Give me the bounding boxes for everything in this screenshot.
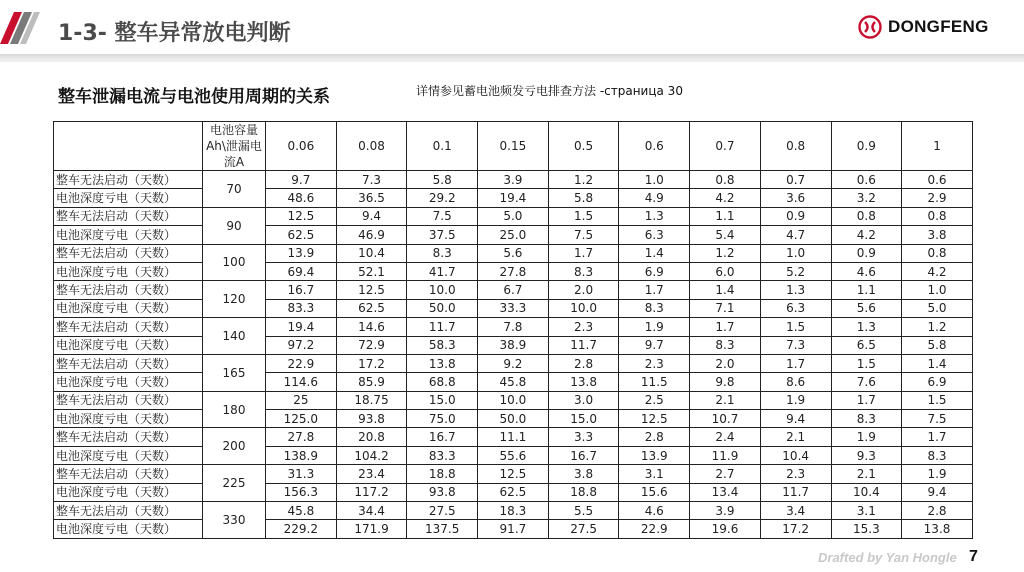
row-label-no-start: 整车无法启动（天数） [54,428,203,446]
value-cell: 10.4 [831,483,902,501]
value-cell: 19.6 [690,520,761,538]
value-cell: 83.3 [266,299,337,317]
value-cell: 5.2 [760,262,831,280]
value-cell: 1.9 [619,318,690,336]
value-cell: 20.8 [336,428,407,446]
value-cell: 3.4 [760,502,831,520]
header-capacity-current-label: 电池容量Ah\泄漏电流A [203,122,266,171]
row-label-no-start: 整车无法启动（天数） [54,502,203,520]
value-cell: 10.4 [760,446,831,464]
row-label-no-start: 整车无法启动（天数） [54,171,203,189]
value-cell: 93.8 [336,410,407,428]
value-cell: 22.9 [266,354,337,372]
row-label-deep-discharge: 电池深度亏电（天数） [54,520,203,538]
value-cell: 2.0 [690,354,761,372]
value-cell: 27.5 [407,502,478,520]
value-cell: 7.3 [336,171,407,189]
value-cell: 2.8 [902,502,973,520]
dongfeng-logo [858,14,1014,40]
value-cell: 4.7 [760,226,831,244]
value-cell: 22.9 [619,520,690,538]
row-label-no-start: 整车无法启动（天数） [54,465,203,483]
value-cell: 16.7 [407,428,478,446]
header-current-cell: 0.08 [336,122,407,171]
value-cell: 27.8 [478,262,549,280]
value-cell: 156.3 [266,483,337,501]
table-row [54,465,973,483]
value-cell: 1.4 [902,354,973,372]
value-cell: 1.0 [902,281,973,299]
value-cell: 9.2 [478,354,549,372]
value-cell: 11.7 [760,483,831,501]
value-cell: 3.8 [902,226,973,244]
row-label-deep-discharge: 电池深度亏电（天数） [54,336,203,354]
table-row [54,207,973,225]
value-cell: 58.3 [407,336,478,354]
value-cell: 0.6 [902,171,973,189]
value-cell: 1.0 [619,171,690,189]
value-cell: 9.4 [902,483,973,501]
value-cell: 3.1 [619,465,690,483]
value-cell: 138.9 [266,446,337,464]
value-cell: 1.7 [548,244,619,262]
row-label-no-start: 整车无法启动（天数） [54,391,203,409]
table-row [54,373,973,391]
value-cell: 11.1 [478,428,549,446]
capacity-cell: 100 [203,244,266,281]
value-cell: 3.8 [548,465,619,483]
value-cell: 69.4 [266,262,337,280]
row-label-deep-discharge: 电池深度亏电（天数） [54,446,203,464]
value-cell: 14.6 [336,318,407,336]
value-cell: 1.9 [902,465,973,483]
capacity-cell: 330 [203,502,266,539]
value-cell: 6.3 [619,226,690,244]
value-cell: 1.7 [619,281,690,299]
value-cell: 48.6 [266,189,337,207]
header-divider [0,54,1024,62]
value-cell: 6.3 [760,299,831,317]
value-cell: 1.3 [619,207,690,225]
row-label-no-start: 整车无法启动（天数） [54,354,203,372]
value-cell: 1.9 [831,428,902,446]
value-cell: 9.8 [690,373,761,391]
value-cell: 0.8 [902,207,973,225]
value-cell: 0.9 [831,244,902,262]
value-cell: 72.9 [336,336,407,354]
value-cell: 6.9 [902,373,973,391]
value-cell: 50.0 [407,299,478,317]
capacity-cell: 140 [203,318,266,355]
value-cell: 5.0 [478,207,549,225]
value-cell: 16.7 [548,446,619,464]
value-cell: 10.0 [548,299,619,317]
table-row [54,410,973,428]
value-cell: 12.5 [619,410,690,428]
header-current-cell: 0.06 [266,122,337,171]
value-cell: 0.8 [690,171,761,189]
value-cell: 5.8 [548,189,619,207]
value-cell: 3.6 [760,189,831,207]
value-cell: 10.7 [690,410,761,428]
value-cell: 75.0 [407,410,478,428]
capacity-cell: 200 [203,428,266,465]
value-cell: 6.0 [690,262,761,280]
value-cell: 27.8 [266,428,337,446]
value-cell: 10.0 [407,281,478,299]
value-cell: 15.0 [548,410,619,428]
value-cell: 8.3 [902,446,973,464]
slide-title: 1-3- 整车异常放电判断 [58,21,291,46]
value-cell: 9.4 [336,207,407,225]
table-row [54,428,973,446]
table-row [54,281,973,299]
reference-note: 详情参见蓄电池频发亏电排查方法 -страница 30 [416,84,683,98]
value-cell: 1.1 [690,207,761,225]
header-current-cell: 0.5 [548,122,619,171]
value-cell: 23.4 [336,465,407,483]
value-cell: 13.8 [548,373,619,391]
value-cell: 1.2 [690,244,761,262]
value-cell: 45.8 [266,502,337,520]
value-cell: 1.0 [760,244,831,262]
value-cell: 9.7 [619,336,690,354]
row-label-no-start: 整车无法启动（天数） [54,281,203,299]
value-cell: 25 [266,391,337,409]
value-cell: 1.4 [619,244,690,262]
value-cell: 0.8 [902,244,973,262]
table-row [54,520,973,538]
value-cell: 8.3 [831,410,902,428]
row-label-deep-discharge: 电池深度亏电（天数） [54,410,203,428]
value-cell: 52.1 [336,262,407,280]
table-row [54,336,973,354]
value-cell: 3.2 [831,189,902,207]
value-cell: 38.9 [478,336,549,354]
value-cell: 1.5 [548,207,619,225]
value-cell: 1.5 [831,354,902,372]
value-cell: 4.6 [831,262,902,280]
value-cell: 34.4 [336,502,407,520]
capacity-cell: 180 [203,391,266,428]
value-cell: 125.0 [266,410,337,428]
value-cell: 68.8 [407,373,478,391]
row-label-no-start: 整车无法启动（天数） [54,207,203,225]
value-cell: 9.7 [266,171,337,189]
value-cell: 33.3 [478,299,549,317]
value-cell: 5.6 [478,244,549,262]
table-row [54,226,973,244]
value-cell: 2.1 [760,428,831,446]
table-row [54,502,973,520]
capacity-cell: 70 [203,171,266,208]
value-cell: 1.1 [831,281,902,299]
row-label-deep-discharge: 电池深度亏电（天数） [54,483,203,501]
row-label-no-start: 整车无法启动（天数） [54,318,203,336]
value-cell: 17.2 [760,520,831,538]
value-cell: 45.8 [478,373,549,391]
value-cell: 2.3 [619,354,690,372]
value-cell: 1.3 [831,318,902,336]
leakage-table [53,121,973,539]
row-label-deep-discharge: 电池深度亏电（天数） [54,226,203,244]
value-cell: 4.6 [619,502,690,520]
value-cell: 17.2 [336,354,407,372]
value-cell: 4.2 [831,226,902,244]
value-cell: 117.2 [336,483,407,501]
value-cell: 29.2 [407,189,478,207]
header-current-cell: 0.7 [690,122,761,171]
value-cell: 36.5 [336,189,407,207]
value-cell: 5.5 [548,502,619,520]
capacity-cell: 90 [203,207,266,244]
decorative-slashes-icon [0,12,42,44]
value-cell: 10.0 [478,391,549,409]
value-cell: 12.5 [266,207,337,225]
value-cell: 13.8 [407,354,478,372]
value-cell: 62.5 [478,483,549,501]
value-cell: 55.6 [478,446,549,464]
row-label-deep-discharge: 电池深度亏电（天数） [54,262,203,280]
drafted-by: Drafted by Yan Hongle [818,550,957,565]
value-cell: 2.1 [831,465,902,483]
value-cell: 137.5 [407,520,478,538]
value-cell: 2.9 [902,189,973,207]
value-cell: 2.0 [548,281,619,299]
value-cell: 25.0 [478,226,549,244]
value-cell: 3.3 [548,428,619,446]
value-cell: 13.4 [690,483,761,501]
value-cell: 12.5 [336,281,407,299]
value-cell: 7.5 [407,207,478,225]
value-cell: 2.7 [690,465,761,483]
value-cell: 11.7 [407,318,478,336]
value-cell: 62.5 [336,299,407,317]
value-cell: 97.2 [266,336,337,354]
value-cell: 83.3 [407,446,478,464]
value-cell: 0.6 [831,171,902,189]
value-cell: 8.3 [548,262,619,280]
value-cell: 5.8 [407,171,478,189]
value-cell: 104.2 [336,446,407,464]
value-cell: 7.5 [902,410,973,428]
logo-wordmark: DONGFENG [888,17,989,36]
value-cell: 1.7 [760,354,831,372]
table-row [54,299,973,317]
value-cell: 2.1 [690,391,761,409]
value-cell: 4.2 [902,262,973,280]
header-blank-cell [54,122,203,171]
value-cell: 2.5 [619,391,690,409]
value-cell: 41.7 [407,262,478,280]
value-cell: 2.3 [760,465,831,483]
value-cell: 18.8 [548,483,619,501]
value-cell: 15.0 [407,391,478,409]
value-cell: 50.0 [478,410,549,428]
row-label-deep-discharge: 电池深度亏电（天数） [54,373,203,391]
value-cell: 5.0 [902,299,973,317]
value-cell: 11.7 [548,336,619,354]
value-cell: 3.9 [478,171,549,189]
value-cell: 8.6 [760,373,831,391]
value-cell: 85.9 [336,373,407,391]
value-cell: 13.9 [266,244,337,262]
value-cell: 27.5 [548,520,619,538]
value-cell: 6.9 [619,262,690,280]
header-current-cell: 1 [902,122,973,171]
value-cell: 13.8 [902,520,973,538]
header-current-cell: 0.9 [831,122,902,171]
value-cell: 5.4 [690,226,761,244]
value-cell: 62.5 [266,226,337,244]
value-cell: 13.9 [619,446,690,464]
value-cell: 31.3 [266,465,337,483]
value-cell: 4.2 [690,189,761,207]
table-row [54,483,973,501]
value-cell: 93.8 [407,483,478,501]
value-cell: 7.8 [478,318,549,336]
table-row [54,244,973,262]
table-row [54,391,973,409]
value-cell: 229.2 [266,520,337,538]
value-cell: 11.9 [690,446,761,464]
value-cell: 37.5 [407,226,478,244]
value-cell: 12.5 [478,465,549,483]
value-cell: 0.9 [760,207,831,225]
table-row [54,262,973,280]
value-cell: 1.9 [760,391,831,409]
value-cell: 1.4 [690,281,761,299]
value-cell: 6.5 [831,336,902,354]
value-cell: 1.3 [760,281,831,299]
header-current-cell: 0.15 [478,122,549,171]
value-cell: 3.0 [548,391,619,409]
table-row [54,189,973,207]
value-cell: 1.7 [690,318,761,336]
value-cell: 2.8 [548,354,619,372]
value-cell: 4.9 [619,189,690,207]
value-cell: 7.6 [831,373,902,391]
value-cell: 1.2 [902,318,973,336]
value-cell: 8.3 [407,244,478,262]
table-row [54,171,973,189]
value-cell: 46.9 [336,226,407,244]
value-cell: 11.5 [619,373,690,391]
value-cell: 0.7 [760,171,831,189]
value-cell: 91.7 [478,520,549,538]
value-cell: 8.3 [619,299,690,317]
value-cell: 15.3 [831,520,902,538]
value-cell: 1.7 [902,428,973,446]
row-label-deep-discharge: 电池深度亏电（天数） [54,189,203,207]
table-row [54,354,973,372]
value-cell: 114.6 [266,373,337,391]
value-cell: 7.3 [760,336,831,354]
value-cell: 3.9 [690,502,761,520]
row-label-no-start: 整车无法启动（天数） [54,244,203,262]
row-label-deep-discharge: 电池深度亏电（天数） [54,299,203,317]
capacity-cell: 165 [203,354,266,391]
value-cell: 9.3 [831,446,902,464]
header-current-cell: 0.6 [619,122,690,171]
value-cell: 1.7 [831,391,902,409]
header-current-cell: 0.8 [760,122,831,171]
table-header-row [54,122,973,171]
capacity-cell: 225 [203,465,266,502]
value-cell: 3.1 [831,502,902,520]
value-cell: 7.5 [548,226,619,244]
dongfeng-emblem-icon [858,15,882,39]
value-cell: 10.4 [336,244,407,262]
value-cell: 16.7 [266,281,337,299]
value-cell: 5.6 [831,299,902,317]
value-cell: 6.7 [478,281,549,299]
value-cell: 0.8 [831,207,902,225]
capacity-cell: 120 [203,281,266,318]
page-number: 7 [969,548,978,565]
value-cell: 19.4 [266,318,337,336]
value-cell: 5.8 [902,336,973,354]
value-cell: 15.6 [619,483,690,501]
value-cell: 7.1 [690,299,761,317]
value-cell: 1.5 [902,391,973,409]
value-cell: 1.5 [760,318,831,336]
value-cell: 2.8 [619,428,690,446]
value-cell: 9.4 [760,410,831,428]
value-cell: 18.8 [407,465,478,483]
value-cell: 18.3 [478,502,549,520]
section-subtitle: 整车泄漏电流与电池使用周期的关系 [58,87,330,107]
value-cell: 19.4 [478,189,549,207]
value-cell: 171.9 [336,520,407,538]
value-cell: 1.2 [548,171,619,189]
table-row [54,318,973,336]
value-cell: 2.3 [548,318,619,336]
value-cell: 2.4 [690,428,761,446]
header-current-cell: 0.1 [407,122,478,171]
table-row [54,446,973,464]
value-cell: 18.75 [336,391,407,409]
value-cell: 8.3 [690,336,761,354]
